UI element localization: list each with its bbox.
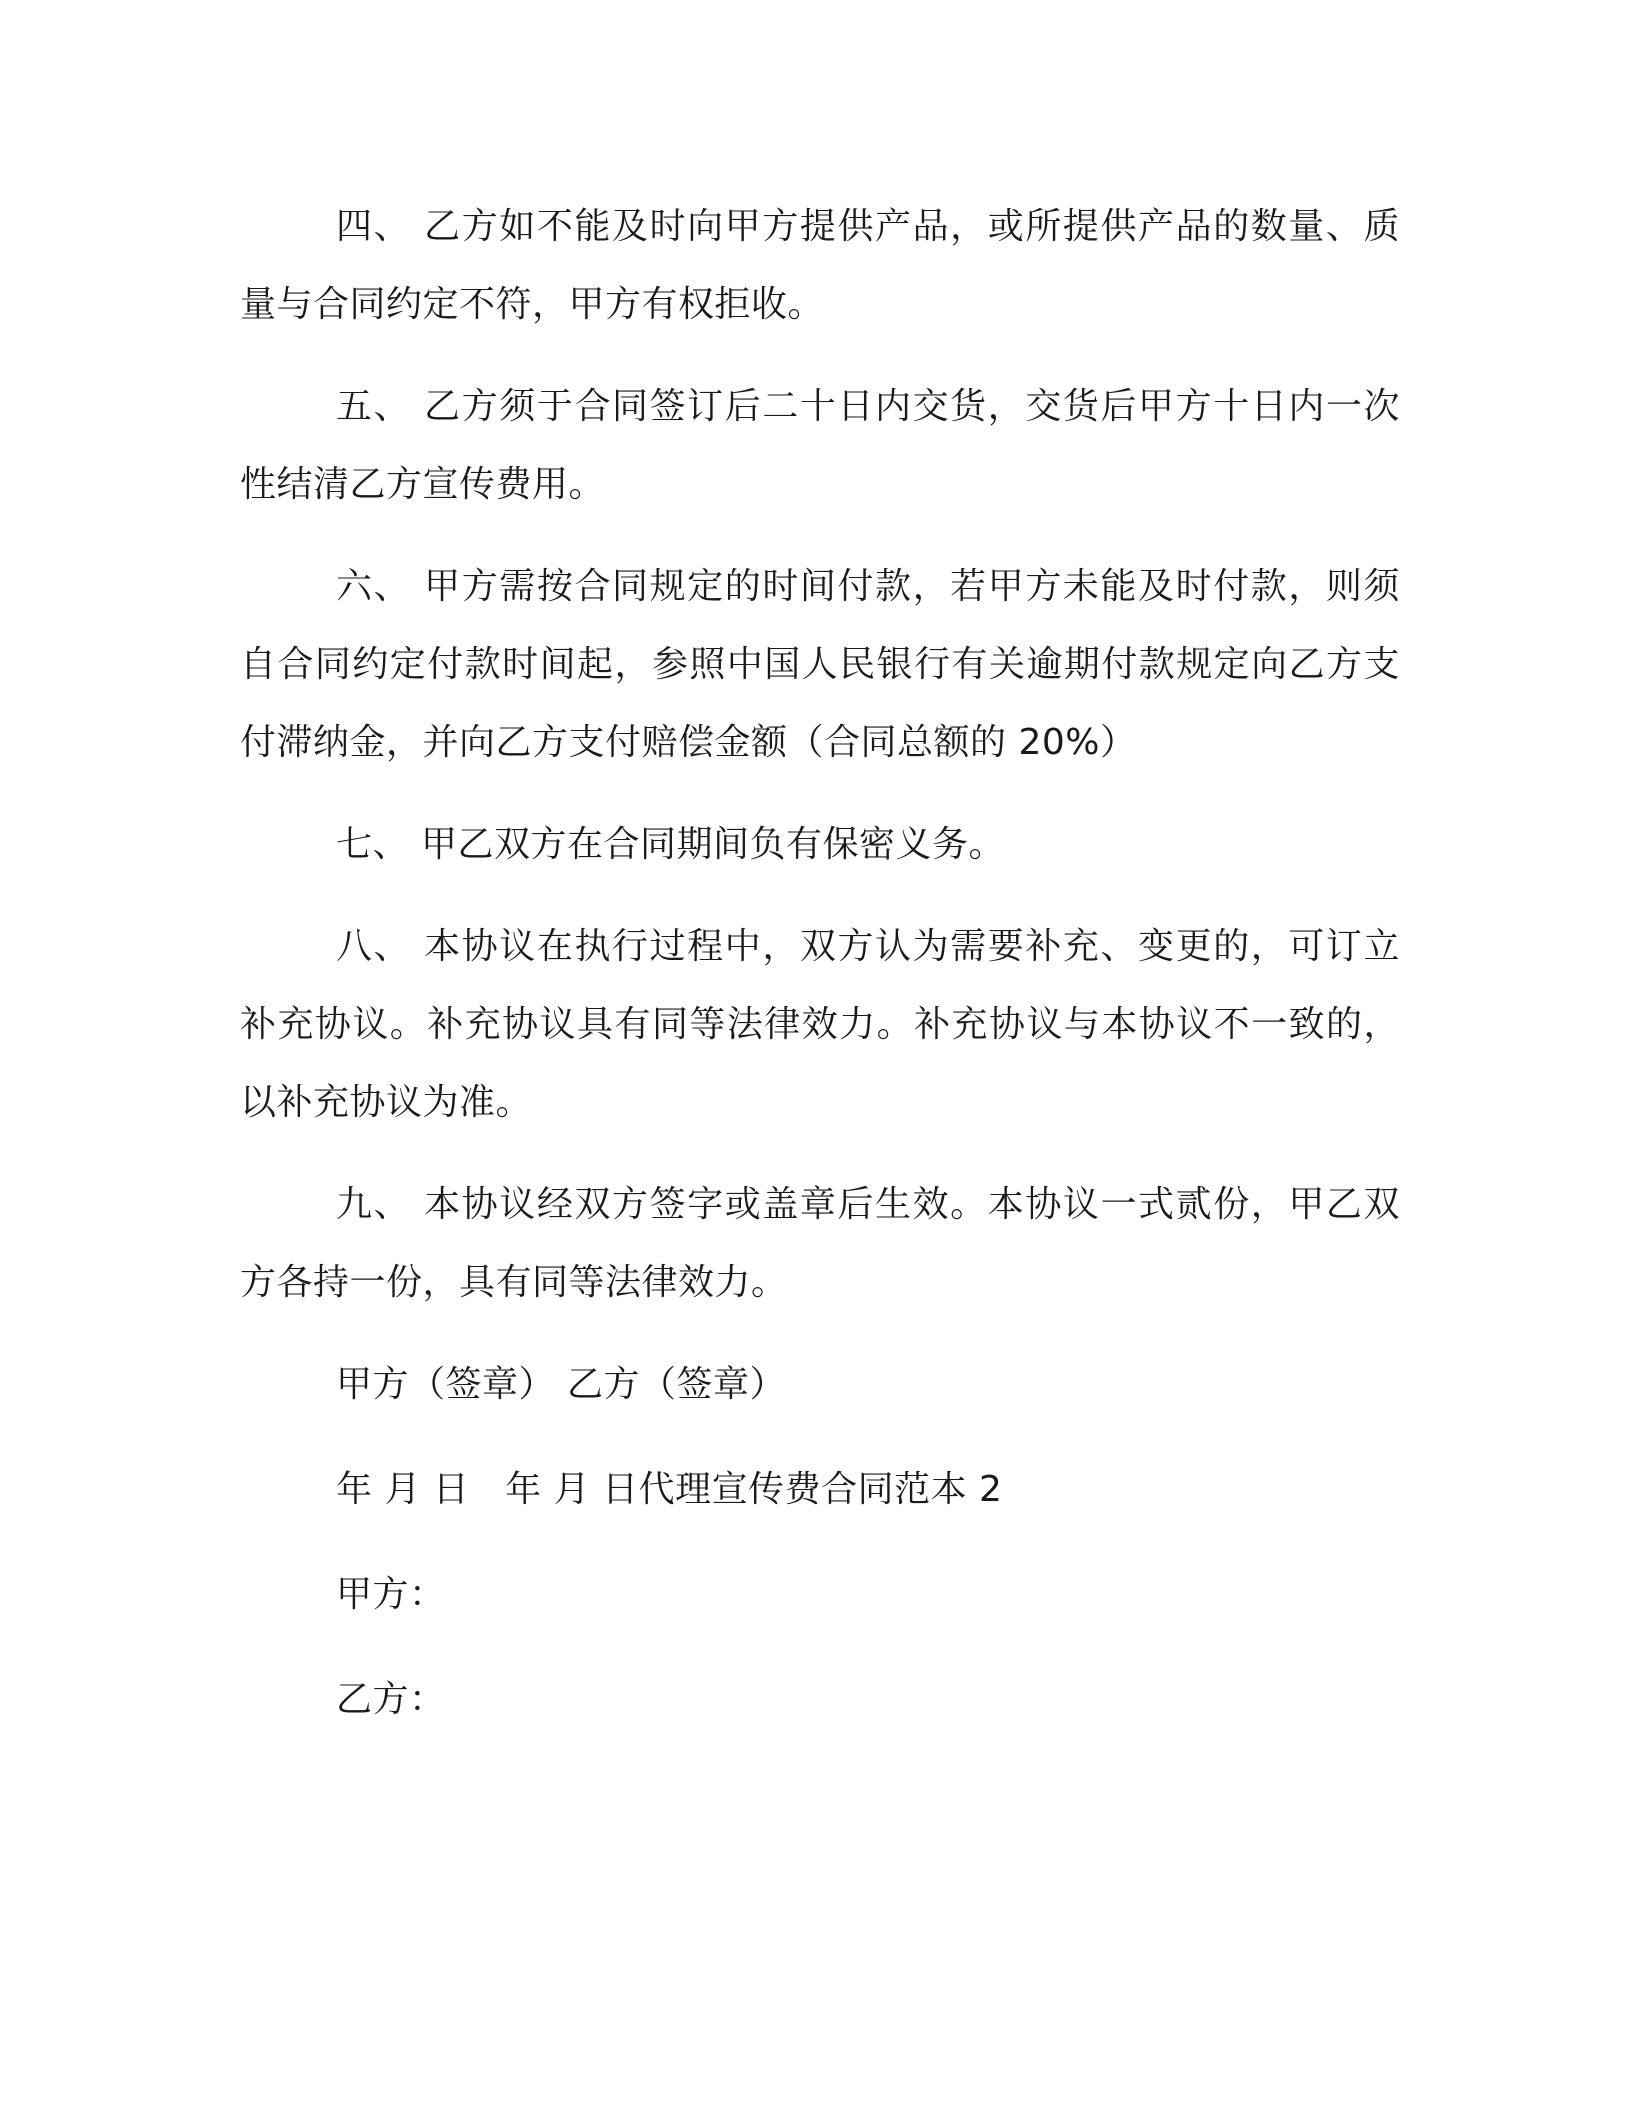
clause-7: 七、 甲乙双方在合同期间负有保密义务。 bbox=[336, 824, 1005, 865]
clause-9: 九、 本协议经双方签字或盖章后生效。本协议一式贰份，甲乙双方各持一份，具有同等法律效力。 bbox=[240, 1184, 1400, 1303]
signature-line: 甲方（签章） 乙方（签章） bbox=[336, 1364, 786, 1405]
party-b-label: 乙方： bbox=[336, 1679, 446, 1720]
clause-6: 六、 甲方需按合同规定的时间付款，若甲方未能及时付款，则须自合同约定付款时间起，参照中国人民银行有关逾期付款规定向乙方支付滞纳金，并向乙方支付赔偿金额（合同总额的 20%） bbox=[240, 566, 1400, 763]
clause-8: 八、 本协议在执行过程中，双方认为需要补充、变更的，可订立补充协议。补充协议具有同等法律效力。补充协议与本协议不一致的，以补充协议为准。 bbox=[240, 926, 1400, 1123]
date-line: 年 月 日 年 月 日代理宣传费合同范本 2 bbox=[336, 1469, 1003, 1510]
party-a-label: 甲方： bbox=[336, 1574, 446, 1615]
clause-4: 四、 乙方如不能及时向甲方提供产品，或所提供产品的数量、质量与合同约定不符，甲方有权拒收。 bbox=[240, 206, 1400, 325]
document-body bbox=[240, 188, 1400, 1766]
clause-5: 五、 乙方须于合同签订后二十日内交货，交货后甲方十日内一次性结清乙方宣传费用。 bbox=[240, 386, 1400, 505]
